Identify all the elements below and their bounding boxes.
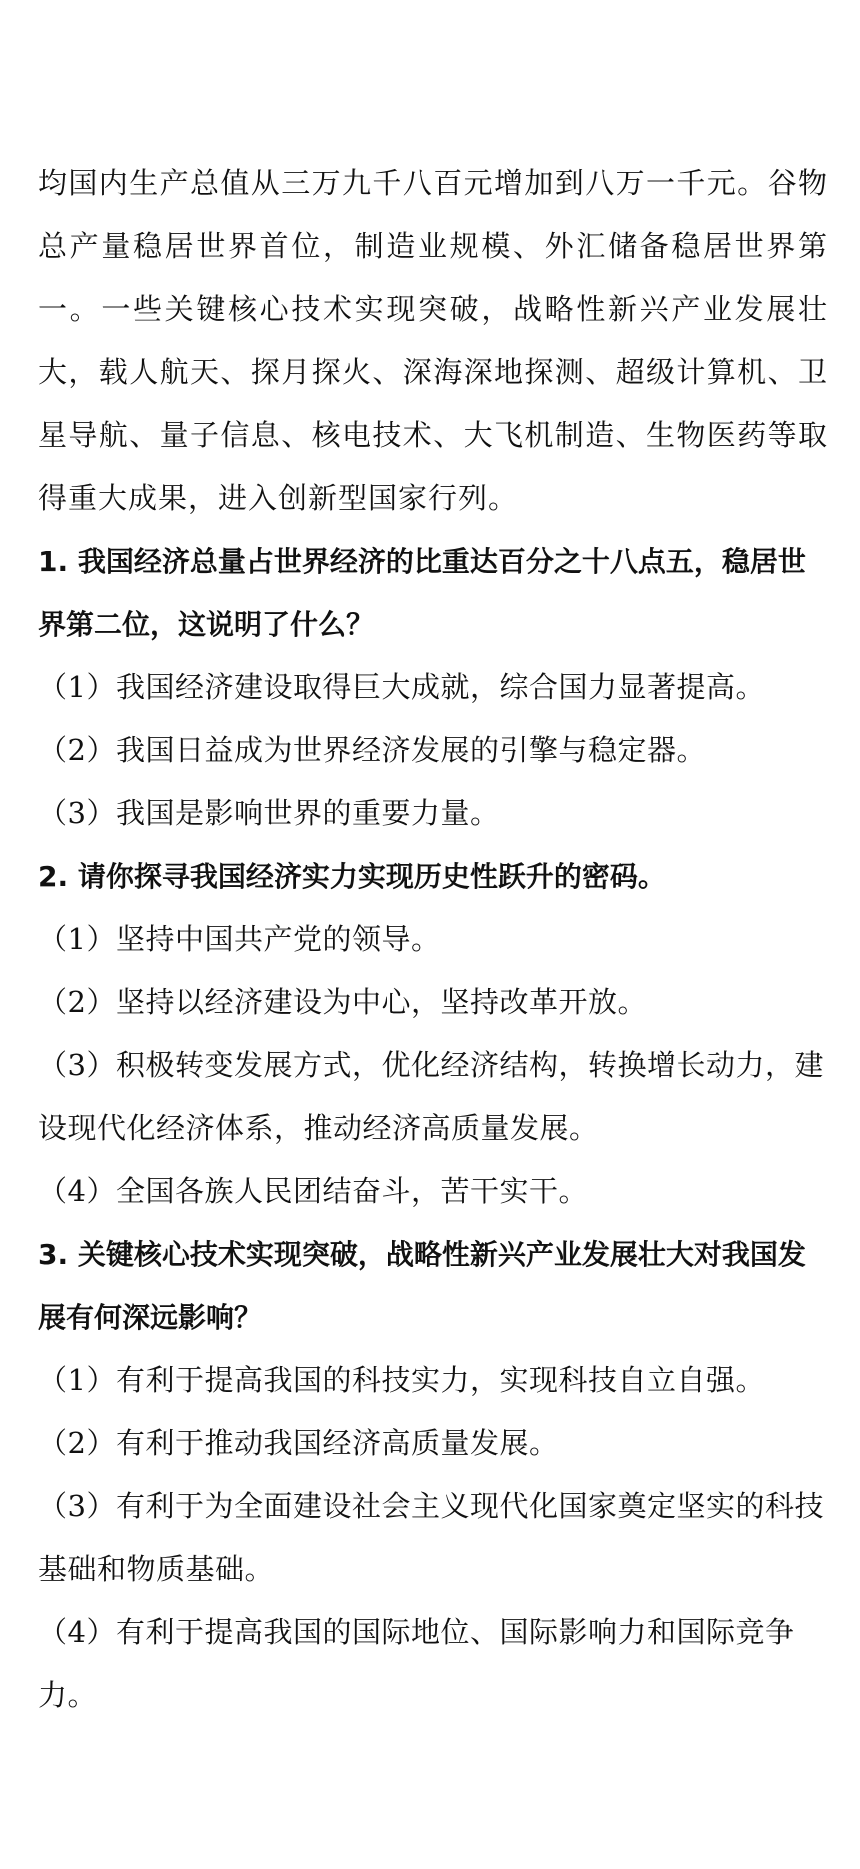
answer-2-1: （1）坚持中国共产党的领导。 xyxy=(38,922,441,956)
answer-3-3: （3）有利于为全面建设社会主义现代化国家奠定坚实的科技基础和物质基础。 xyxy=(38,1489,824,1586)
answer-2-2: （2）坚持以经济建设为中心，坚持改革开放。 xyxy=(38,985,647,1019)
answer-3-1: （1）有利于提高我国的科技实力，实现科技自立自强。 xyxy=(38,1363,765,1397)
question-3: 3. 关键核心技术实现突破，战略性新兴产业发展壮大对我国发展有何深远影响？ xyxy=(38,1238,806,1334)
answer-2-3: （3）积极转变发展方式，优化经济结构，转换增长动力，建设现代化经济体系，推动经济高质量发展。 xyxy=(38,1048,824,1145)
answer-2-4: （4）全国各族人民团结奋斗，苦干实干。 xyxy=(38,1174,588,1208)
answer-3-2: （2）有利于推动我国经济高质量发展。 xyxy=(38,1426,559,1460)
document-page xyxy=(38,152,828,1727)
answer-1-3: （3）我国是影响世界的重要力量。 xyxy=(38,796,500,830)
answer-1-1: （1）我国经济建设取得巨大成就，综合国力显著提高。 xyxy=(38,670,765,704)
question-2: 2. 请你探寻我国经济实力实现历史性跃升的密码。 xyxy=(38,860,666,893)
answer-1-2: （2）我国日益成为世界经济发展的引擎与稳定器。 xyxy=(38,733,706,767)
answer-3-4: （4）有利于提高我国的国际地位、国际影响力和国际竞争力。 xyxy=(38,1615,795,1712)
question-1: 1. 我国经济总量占世界经济的比重达百分之十八点五，稳居世界第二位，这说明了什么？ xyxy=(38,545,806,641)
intro-paragraph: 均国内生产总值从三万九千八百元增加到八万一千元。谷物总产量稳居世界首位，制造业规模、外汇储备稳居世界第一。一些关键核心技术实现突破，战略性新兴产业发展壮大，载人航天、探月探火、深海深地探测、超级计算机、卫星导航、量子信息、核电技术、大飞机制造、生物医药等取得重大成果，进入创新型国家行列。 xyxy=(38,166,828,515)
